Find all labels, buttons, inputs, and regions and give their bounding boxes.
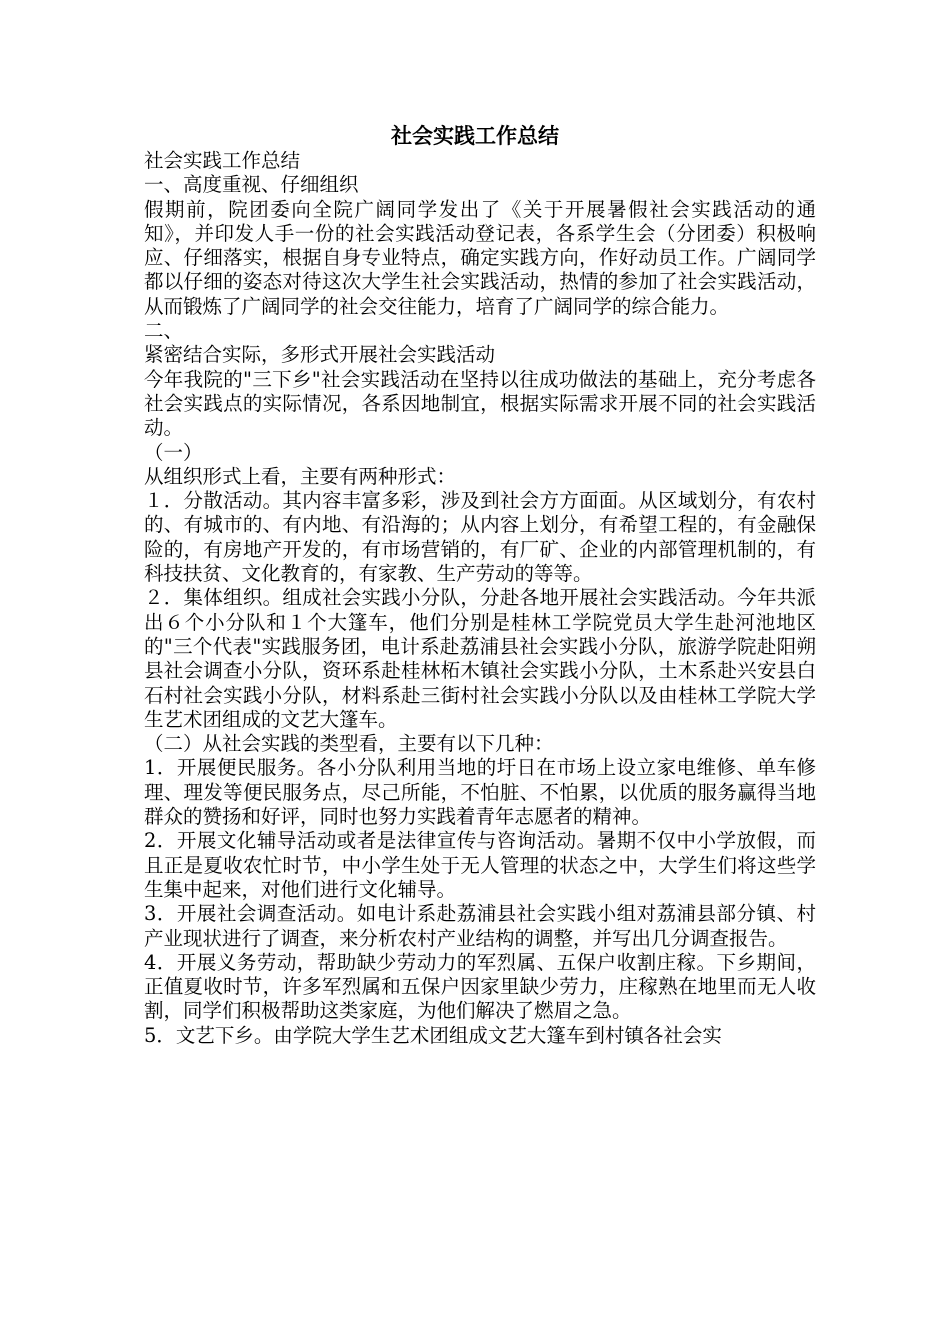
list-item: 1．开展便民服务。各小分队利用当地的圩日在市场上设立家电维修、单车修理、理发等便民服务点，尽己所能，不怕脏、不怕累，以优质的服务赢得当地群众的赞扬和好评，同时也努力实践着青年志愿者的精神。 bbox=[144, 756, 816, 829]
paragraph: 社会实践工作总结 bbox=[144, 149, 301, 172]
subsection-heading: （二）从社会实践的类型看，主要有以下几种： bbox=[144, 732, 554, 756]
list-item: ２．集体组织。组成社会实践小分队，分赴各地开展社会实践活动。今年共派出６个小分队和１个大篷车，他们分别是桂林工学院党员大学生赴河池地区的"三个代表"实践服务团，电计系赴荔浦县社会实践小分队，旅游学院赴阳朔县社会调查小分队，资环系赴桂林柘木镇社会实践小分队，土木系赴兴安县白石村社会实践小分队，材料系赴三街村社会实践小分队以及由桂林工学院大学生艺术团组成的文艺大篷车。 bbox=[144, 586, 816, 731]
paragraph: 假期前，院团委向全院广阔同学发出了《关于开展暑假社会实践活动的通知》，并印发人手一份的社会实践活动登记表，各系学生会（分团委）积极响应、仔细落实，根据自身专业特点，确定实践方向，作好动员工作。广阔同学都以仔细的姿态对待这次大学生社会实践活动，热情的参加了社会实践活动，从而锻炼了广阔同学的社会交往能力，培育了广阔同学的综合能力。 bbox=[144, 197, 816, 318]
list-item: 4．开展义务劳动，帮助缺少劳动力的军烈属、五保户收割庄稼。下乡期间，正值夏收时节，许多军烈属和五保户因家里缺少劳力，庄稼熟在地里而无人收割，同学们积极帮助这类家庭，为他们解决了燃眉之急。 bbox=[144, 950, 816, 1023]
list-item: 5．文艺下乡。由学院大学生艺术团组成文艺大篷车到村镇各社会实 bbox=[144, 1023, 722, 1047]
paragraph: 从组织形式上看，主要有两种形式： bbox=[144, 464, 457, 488]
subsection-number: （一） bbox=[144, 440, 203, 464]
section-number: 二、 bbox=[144, 319, 184, 343]
document-body bbox=[144, 149, 816, 1048]
paragraph: 今年我院的"三下乡"社会实践活动在坚持以往成功做法的基础上，充分考虑各社会实践点的实际情况，各系因地制宜，根据实际需求开展不同的社会实践活动。 bbox=[144, 367, 816, 440]
section-heading: 一、高度重视、仔细组织 bbox=[144, 173, 359, 197]
document-title: 社会实践工作总结 bbox=[391, 123, 559, 148]
section-heading: 紧密结合实际，多形式开展社会实践活动 bbox=[144, 343, 496, 367]
list-item: 2．开展文化辅导活动或者是法律宣传与咨询活动。暑期不仅中小学放假，而且正是夏收农忙时节，中小学生处于无人管理的状态之中，大学生们将这些学生集中起来，对他们进行文化辅导。 bbox=[144, 829, 816, 901]
list-item: 3．开展社会调查活动。如电计系赴荔浦县社会实践小组对荔浦县部分镇、村产业现状进行了调查，来分析农村产业结构的调整，并写出几分调查报告。 bbox=[144, 902, 816, 950]
list-item: １．分散活动。其内容丰富多彩，涉及到社会方方面面。从区域划分，有农村的、有城市的、有内地、有沿海的；从内容上划分，有希望工程的，有金融保险的，有房地产开发的，有市场营销的，有厂矿、企业的内部管理机制的，有科技扶贫、文化教育的，有家教、生产劳动的等等。 bbox=[144, 489, 816, 586]
